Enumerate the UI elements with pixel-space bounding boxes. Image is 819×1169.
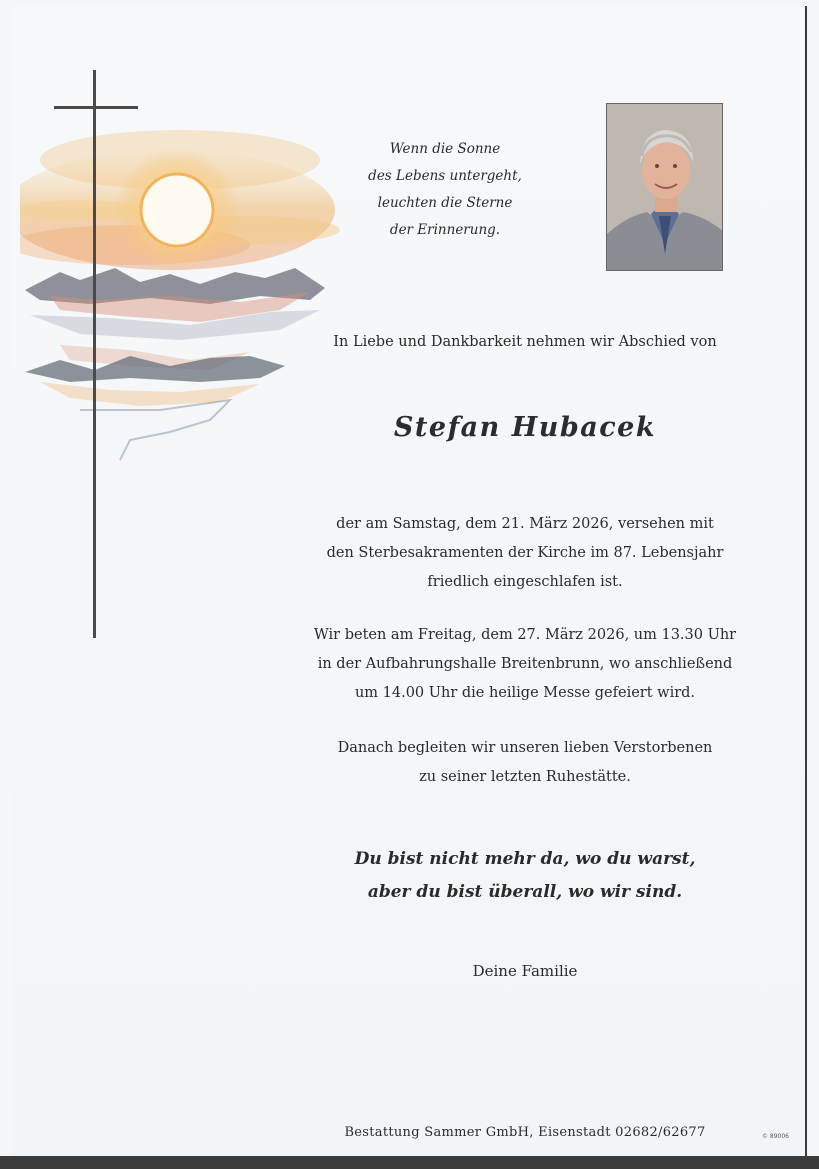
paragraph-line: um 14.00 Uhr die heilige Messe gefeiert wird. <box>354 685 696 701</box>
paragraph-line: friedlich eingeschlafen ist. <box>427 574 623 590</box>
verse-line: des Lebens untergeht, <box>368 168 522 184</box>
paragraph-line: Wir beten am Freitag, dem 27. März 2026, um 13.30 Uhr <box>313 627 737 643</box>
motto-line: Du bist nicht mehr da, wo du warst, <box>354 849 696 869</box>
burial-paragraph <box>260 734 790 792</box>
motto-line: aber du bist überall, wo wir sind. <box>367 882 683 902</box>
verse-line: Wenn die Sonne <box>389 141 501 157</box>
intro-text: In Liebe und Dankbarkeit nehmen wir Abschied von <box>333 334 717 350</box>
portrait-image <box>607 104 723 271</box>
scan-bottom-edge <box>0 1156 819 1169</box>
memorial-motto <box>260 843 790 909</box>
sun-icon <box>115 148 239 272</box>
paragraph-line: den Sterbesakramenten der Kirche im 87. Lebensjahr <box>326 545 724 561</box>
funeral-home-footer: Bestattung Sammer GmbH, Eisenstadt 02682/62677 <box>344 1125 706 1140</box>
death-notice-paragraph <box>260 510 790 597</box>
mountain-ridges <box>25 268 325 460</box>
paragraph-line: Danach begleiten wir unseren lieben Verstorbenen <box>337 740 713 756</box>
family-signature: Deine Familie <box>472 962 578 980</box>
paragraph-line: der am Samstag, dem 21. März 2026, versehen mit <box>336 516 714 532</box>
paragraph-line: in der Aufbahrungshalle Breitenbrunn, wo anschließend <box>317 656 733 672</box>
memorial-verse <box>330 136 560 244</box>
verse-line: der Erinnerung. <box>389 222 501 238</box>
deceased-portrait-photo <box>606 103 723 271</box>
deceased-name: Stefan Hubacek <box>393 412 657 443</box>
service-details-paragraph <box>260 621 790 708</box>
print-code: © 89006 <box>762 1133 789 1140</box>
paragraph-line: zu seiner letzten Ruhestätte. <box>419 769 631 785</box>
verse-line: leuchten die Sterne <box>377 195 513 211</box>
